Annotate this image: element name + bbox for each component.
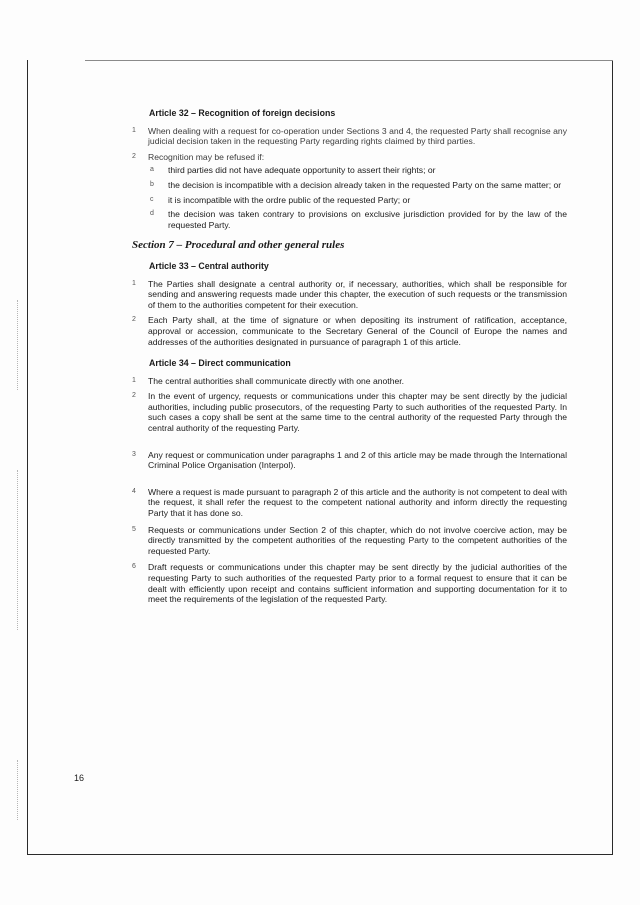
list-item-letter: d — [150, 210, 154, 218]
paragraph-text: The central authorities shall communicate directly with one another. — [148, 375, 405, 386]
list-item-text: it is incompatible with the ordre public of the requested Party; or — [168, 194, 411, 205]
paragraph-text: When dealing with a request for co-operation under Sections 3 and 4, the requested Party shall recognise any judicial decision taken in the requesting Party regarding rights claimed by third parties. — [148, 125, 567, 147]
paragraph-number: 2 — [132, 316, 136, 324]
article-34-paragraph-4 — [115, 487, 567, 519]
list-item-text: the decision is incompatible with a decision already taken in the requested Party on the same matter; or — [168, 179, 562, 190]
article-34-heading: Article 34 – Direct communication — [149, 358, 291, 369]
article-34-paragraph-5 — [115, 525, 567, 557]
paragraph-text: Recognition may be refused if: — [148, 151, 265, 162]
paragraph-number: 6 — [132, 563, 136, 571]
paragraph-number: 3 — [132, 450, 136, 458]
list-item — [115, 209, 567, 230]
page-border-top — [85, 60, 613, 61]
paragraph-text: In the event of urgency, requests or communications under this chapter may be sent directly by the judicial authorities, including public prosecutors, of the requesting Party to such authorities of the requested Party. In such cases a copy shall be sent at the same time to the central authority of the requested Party through the central authority of the requesting Party. — [148, 391, 567, 434]
paragraph-number: 2 — [132, 152, 136, 160]
list-item-letter: c — [150, 195, 154, 203]
article-32-heading: Article 32 – Recognition of foreign decisions — [149, 108, 336, 118]
margin-mark — [17, 300, 18, 390]
paragraph-number: 1 — [132, 126, 136, 134]
list-item — [115, 165, 567, 176]
list-item-text: the decision was taken contrary to provisions on exclusive jurisdiction provided for by the law of the requested Party. — [168, 209, 567, 230]
section-7-heading: Section 7 – Procedural and other general rules — [132, 239, 345, 252]
paragraph-number: 1 — [132, 376, 136, 384]
article-33-heading: Article 33 – Central authority — [149, 260, 269, 271]
margin-mark — [17, 760, 18, 820]
paragraph-number: 2 — [132, 392, 136, 400]
list-item — [115, 195, 567, 206]
paragraph-text: Each Party shall, at the time of signature or when depositing its instrument of ratification, acceptance, approval or accession, communicate to the Secretary General of the Council of Europe the names and addresses of the authorities designated in pursuance of paragraph 1 of this article. — [148, 315, 567, 347]
article-33-paragraph-2 — [115, 315, 567, 347]
paragraph-number: 5 — [132, 525, 136, 533]
list-item-letter: b — [150, 180, 154, 188]
article-34-paragraph-1 — [115, 376, 567, 387]
paragraph-text: Draft requests or communications under this chapter may be sent directly by the judicial authorities of the requesting Party to such authorities of the requested Party prior to a formal request to ensure that it can be dealt with efficiently upon receipt and contains sufficient information and supporting documentation for it to meet the requirements of the legislation of the requested Party. — [148, 562, 567, 605]
margin-mark — [17, 470, 18, 630]
paragraph-number: 1 — [132, 279, 136, 287]
paragraph-text: Requests or communications under Section 2 of this chapter, which do not involve coercive action, may be directly transmitted by the competent authorities of the requesting Party to the competent authorities of the requested Party. — [148, 524, 567, 556]
list-item — [115, 180, 567, 191]
page-number: 16 — [74, 773, 85, 783]
article-33-paragraph-1 — [115, 279, 567, 311]
article-34-paragraph-2 — [115, 391, 567, 433]
list-item-text: third parties did not have adequate opportunity to assert their rights; or — [168, 165, 436, 176]
document-body — [115, 108, 567, 605]
paragraph-text: The Parties shall designate a central authority or, if necessary, authorities, which shall be responsible for sending and answering requests made under this chapter, the execution of such requests or the transmission of them to the authorities competent for their execution. — [148, 278, 567, 310]
article-34-paragraph-3 — [115, 450, 567, 471]
article-34-paragraph-6 — [115, 562, 567, 604]
paragraph-text: Any request or communication under paragraphs 1 and 2 of this article may be made through the International Criminal Police Organisation (Interpol). — [148, 449, 567, 471]
list-item-letter: a — [150, 166, 154, 174]
article-32-paragraph-1 — [115, 126, 567, 147]
article-32-paragraph-2 — [115, 152, 567, 163]
paragraph-text: Where a request is made pursuant to paragraph 2 of this article and the authority is not competent to deal with the request, it shall refer the request to the competent national authority and inform directly the requesting Party that it has done so. — [148, 486, 567, 519]
paragraph-number: 4 — [132, 487, 136, 495]
